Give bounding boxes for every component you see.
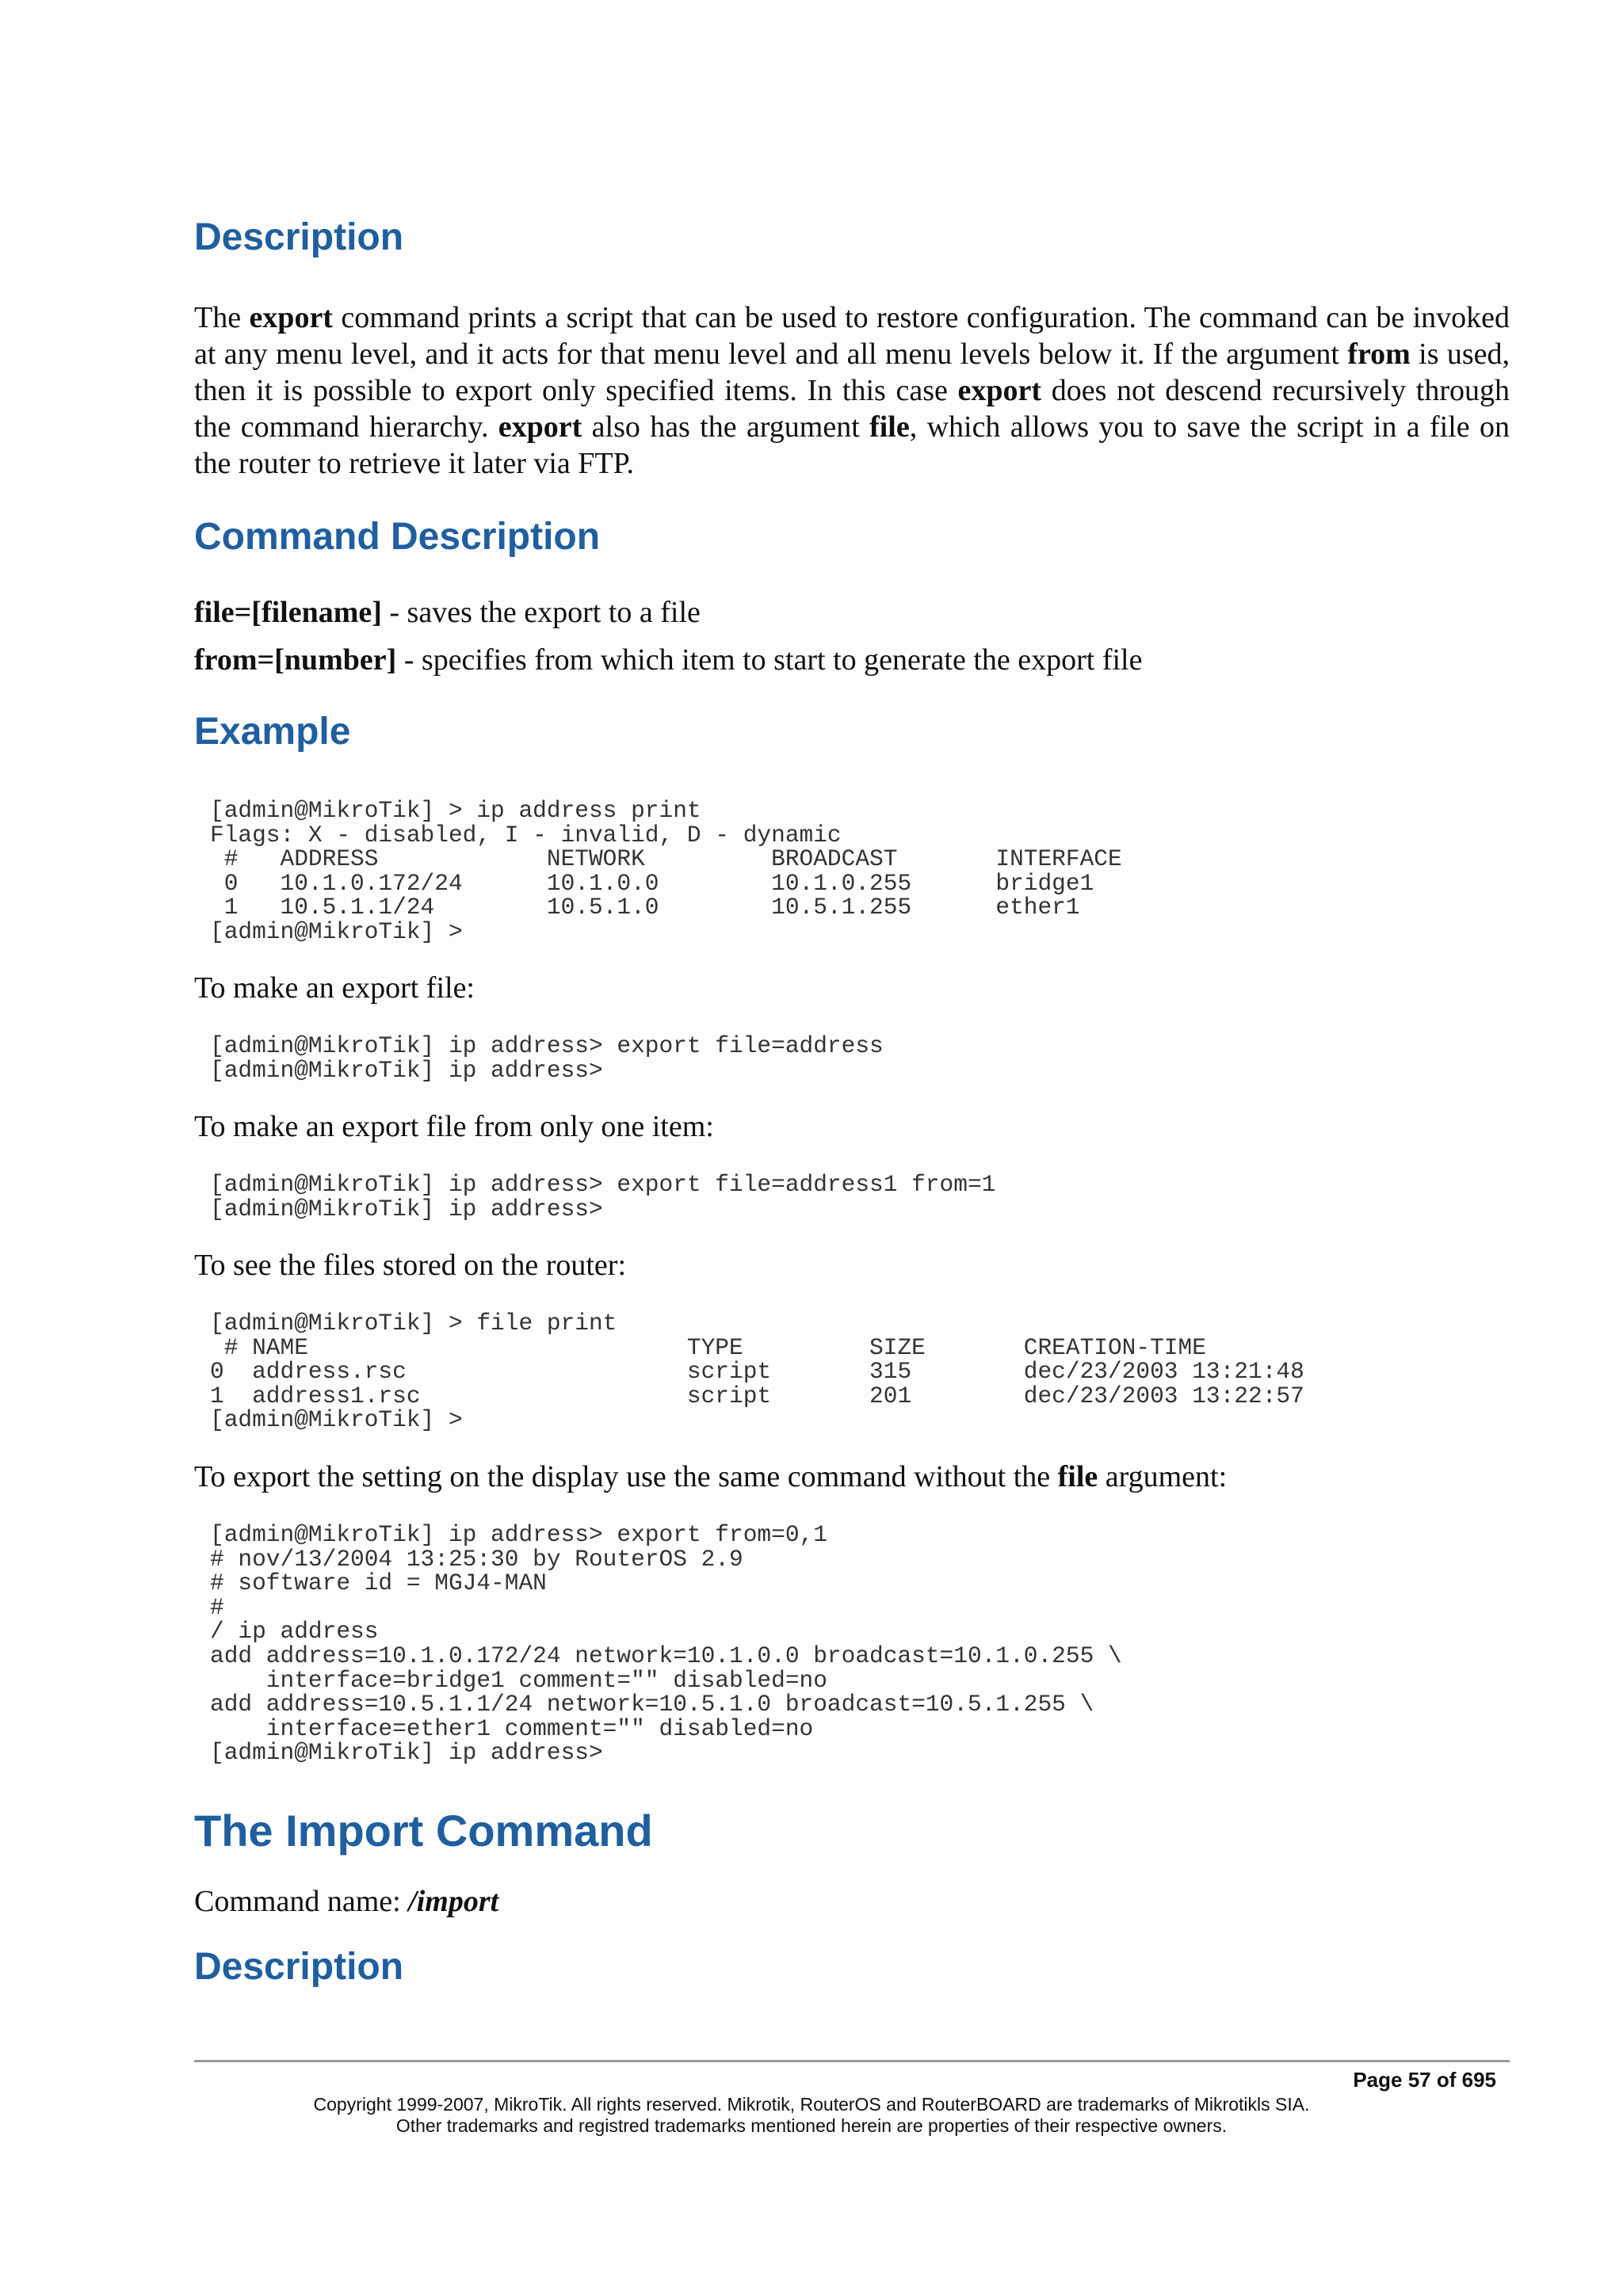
argument-from: from=[number] - specifies from which item to start to generate the export file	[194, 643, 1143, 677]
example-heading: Example	[194, 711, 351, 753]
description-heading: Description	[194, 216, 404, 258]
import-command-heading: The Import Command	[194, 1806, 653, 1855]
code-block-ip-address-print: [admin@MikroTik] > ip address print Flags: X - disabled, I - invalid, D - dynamic # ADDRESS NETWORK BROADCAST INTERFACE 0 10.1.0.172/24 10.1.0.0 10.1.0.255 bridge1 1 10.5.1.1/24 10.5.1.0 10.5.1.255 ether1 [admin@MikroTik] >	[210, 797, 1122, 945]
description-paragraph: The export command prints a script that can be used to restore configuration. The command can be invoked at any menu level, and it acts for that menu level and all menu levels below it. If the argument from is used, then it is possible to export only specified items. In this case export does not descend recursively through the command hierarchy. export also has the argument file, which allows you to save the script in a file on the router to retrieve it later via FTP.	[194, 301, 1510, 480]
text-see-files: To see the files stored on the router:	[194, 1249, 627, 1282]
description-heading-2: Description	[194, 1946, 404, 1988]
copyright-line-1: Copyright 1999-2007, MikroTik. All rights reserved. Mikrotik, RouterOS and RouterBOARD are trademarks of Mikrotikls SIA.	[313, 2094, 1310, 2115]
text-make-export-file: To make an export file:	[194, 971, 475, 1005]
code-block-export-one: [admin@MikroTik] ip address> export file=address1 from=1 [admin@MikroTik] ip address>	[210, 1171, 996, 1222]
code-block-export-display: [admin@MikroTik] ip address> export from=0,1 # nov/13/2004 13:25:30 by RouterOS 2.9 # software id = MGJ4-MAN # / ip address add address=10.1.0.172/24 network=10.1.0.0 broadcast=10.1.0.255 \ interface=bridge1 comment="" disabled=no add address=10.5.1.1/24 network=10.5.1.0 broadcast=10.5.1.255 \ interface=ether1 comment="" disabled=no [admin@MikroTik] ip address>	[210, 1521, 1122, 1767]
command-name-line: Command name: /import	[194, 1885, 499, 1918]
code-block-export-file: [admin@MikroTik] ip address> export file=address [admin@MikroTik] ip address>	[210, 1032, 884, 1084]
footer-divider	[194, 2060, 1510, 2062]
text-export-one-item: To make an export file from only one item:	[194, 1110, 714, 1143]
code-block-file-print: [admin@MikroTik] > file print # NAME TYPE SIZE CREATION-TIME 0 address.rsc script 315 dec/23/2003 13:21:48 1 address1.rsc script 201 dec/23/2003 13:22:57 [admin@MikroTik] >	[210, 1310, 1304, 1434]
copyright-line-2: Other trademarks and registred trademarks mentioned herein are properties of their respective owners.	[395, 2115, 1228, 2136]
text-export-display: To export the setting on the display use the same command without the file argument:	[194, 1460, 1228, 1493]
argument-file: file=[filename] - saves the export to a file	[194, 596, 701, 629]
page-number: Page 57 of 695	[1353, 2068, 1496, 2092]
command-description-heading: Command Description	[194, 516, 601, 558]
